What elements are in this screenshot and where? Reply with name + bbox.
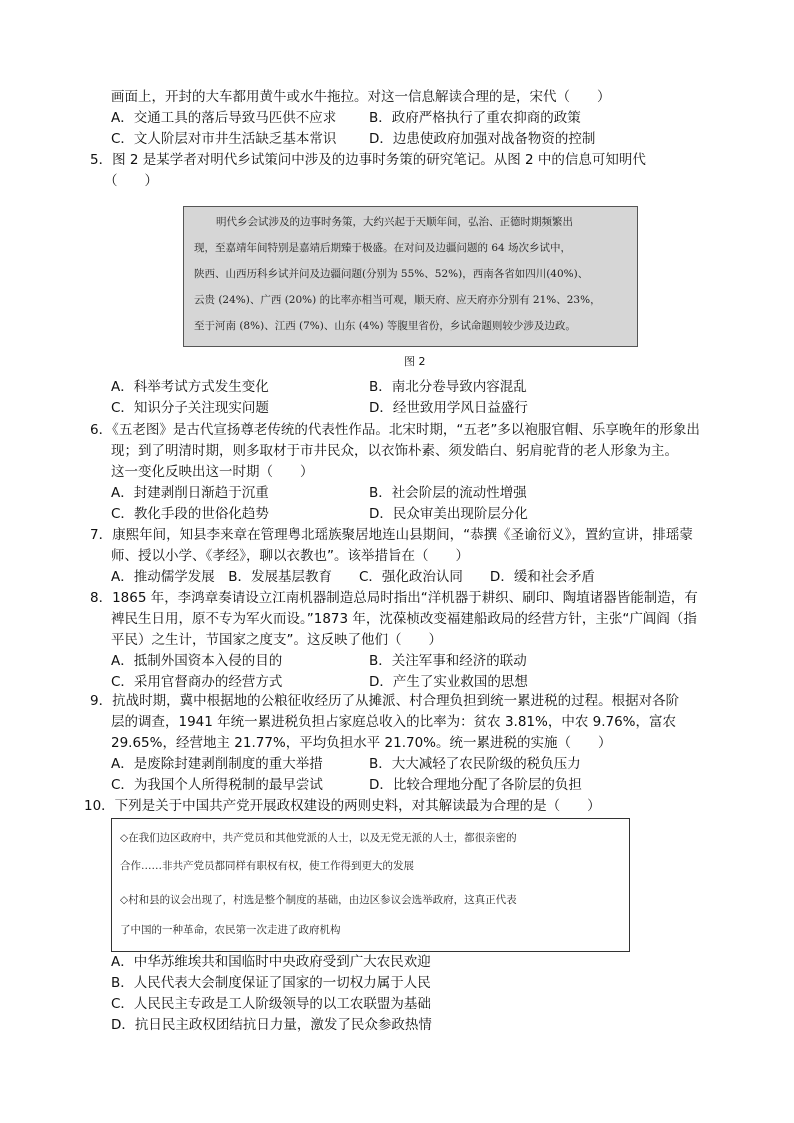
figure-caption: 图 2 <box>404 355 426 368</box>
q9-option-d: D．比较合理地分配了各阶层的负担 <box>369 777 582 793</box>
source-line: 了中国的一种革命，农民第一次走进了政府机构 <box>120 924 341 936</box>
q7-options: A．推动儒学发展 B．发展基层教育 C．强化政治认同 D．缓和社会矛盾 <box>111 569 595 585</box>
q8-stem: 平民）之生计，节国家之度支”。这反映了他们（ ） <box>111 632 442 648</box>
note-line: 陕西、山西历科乡试并问及边疆问题(分别为 55%、52%)，西南各省如四川(40%)、 <box>194 268 589 280</box>
note-line: 云贵 (24%)、广西 (20%) 的比率亦相当可观，顺天府、应天府亦分别有 21%、23%， <box>194 294 601 306</box>
q5-stem-bracket: （ ） <box>104 173 158 189</box>
q10-stem: 10．下列是关于中国共产党开展政权建设的两则史料，对其解读最为合理的是（ ） <box>84 798 601 814</box>
q10-source-box <box>111 818 630 952</box>
q4-option-a: A．交通工具的落后导致马匹供不应求 <box>111 110 337 126</box>
q6-option-d: D．民众审美出现阶层分化 <box>369 506 528 522</box>
q9-option-b: B．大大减轻了农民阶级的税负压力 <box>369 756 581 772</box>
q9-stem: 9．抗战时期，冀中根据地的公粮征收经历了从摊派、村合理负担到统一累进税的过程。根据对各阶 <box>90 693 680 709</box>
q6-stem: 这一变化反映出这一时期（ ） <box>111 464 314 480</box>
note-line: 明代乡会试涉及的边事时务策，大约兴起于天顺年间，弘治、正德时期频繁出 <box>216 216 573 228</box>
q5-option-d: D．经世致用学风日益盛行 <box>369 400 528 416</box>
q7-stem: 师、授以小学、《孝经》，聊以衣教也”。该举措旨在（ ） <box>111 548 469 564</box>
q9-option-a: A．是废除封建剥削制度的重大举措 <box>111 756 323 772</box>
q8-option-c: C．采用官督商办的经营方式 <box>111 674 283 690</box>
q6-option-a: A．封建剥削日渐趋于沉重 <box>111 485 269 501</box>
q8-option-a: A．抵制外国资本入侵的目的 <box>111 653 283 669</box>
q6-option-b: B．社会阶层的流动性增强 <box>369 485 527 501</box>
q9-stem: 29.65%，经营地主 21.77%，平均负担水平 21.70%。统一累进税的实施（ ） <box>111 735 612 751</box>
q9-option-c: C．为我国个人所得税制的最早尝试 <box>111 777 323 793</box>
q6-option-c: C．教化手段的世俗化趋势 <box>111 506 269 522</box>
q8-stem: 裨民生日用，原不专为军火而设。”1873 年，沈葆桢改变福建船政局的经营方针，主张“广阊阎（指 <box>111 611 697 627</box>
source-line: ◇村和县的议会出现了，村选是整个制度的基础，由边区参议会选举政府，这真正代表 <box>120 894 517 906</box>
q4-option-c: C．文人阶层对市井生活缺乏基本常识 <box>111 131 337 147</box>
note-line: 至于河南 (8%)、江西 (7%)、山东 (4%) 等腹里省份，乡试命题则较少涉及边政。 <box>194 320 576 332</box>
source-line: 合作……非共产党员都同样有职权有权，使工作得到更大的发展 <box>120 860 414 872</box>
q10-option-c: C．人民民主专政是工人阶级领导的以工农联盟为基础 <box>111 996 431 1012</box>
q8-stem: 8．1865 年，李鸿章奏请设立江南机器制造总局时指出“洋机器于耕织、刷印、陶埴诸器皆能制造，有 <box>90 590 698 606</box>
q8-option-b: B．关注军事和经济的联动 <box>369 653 527 669</box>
q10-option-b: B．人民代表大会制度保证了国家的一切权力属于人民 <box>111 975 431 991</box>
q6-stem: 现；到了明清时期，则多取材于市井民众，以衣饰朴素、须发皓白、躬肩驼背的老人形象为主。 <box>111 443 678 459</box>
q4-option-b: B．政府严格执行了重农抑商的政策 <box>369 110 581 126</box>
q4-option-d: D．边患使政府加强对战备物资的控制 <box>369 131 596 147</box>
q5-option-c: C．知识分子关注现实问题 <box>111 400 269 416</box>
q7-stem: 7．康熙年间，知县李来章在管理粤北瑶族聚居地连山县期间，“恭撰《圣谕衍义》，置約宣讲，排瑶蒙 <box>90 527 693 543</box>
q5-option-b: B．南北分卷导致内容混乱 <box>369 379 527 395</box>
note-line: 现，至嘉靖年间特别是嘉靖后期臻于极盛。在对问及边疆问题的 64 场次乡试中， <box>194 242 572 254</box>
q5-stem: 5．图 2 是某学者对明代乡试策问中涉及的边事时务策的研究笔记。从图 2 中的信息可知明代 <box>90 152 646 168</box>
q9-stem: 层的调查，1941 年统一累进税负担占家庭总收入的比率为：贫农 3.81%，中农 9.76%，富农 <box>111 714 677 730</box>
source-line: ◇在我们边区政府中，共产党员和其他党派的人士，以及无党无派的人士，都很亲密的 <box>120 832 517 844</box>
q6-stem: 6．《五老图》是古代宣扬尊老传统的代表性作品。北宋时期，“五老”多以袍服官帽、乐享晚年的形象出 <box>90 422 700 438</box>
figure-2-research-note <box>183 206 638 347</box>
q10-option-d: D．抗日民主政权团结抗日力量，激发了民众参政热情 <box>111 1017 432 1033</box>
q4-stem-cont: 画面上，开封的大车都用黄牛或水牛拖拉。对这一信息解读合理的是，宋代（ ） <box>111 89 611 105</box>
q8-option-d: D．产生了实业救国的思想 <box>369 674 528 690</box>
q10-option-a: A．中华苏维埃共和国临时中央政府受到广大农民欢迎 <box>111 954 431 970</box>
q5-option-a: A．科举考试方式发生变化 <box>111 379 269 395</box>
